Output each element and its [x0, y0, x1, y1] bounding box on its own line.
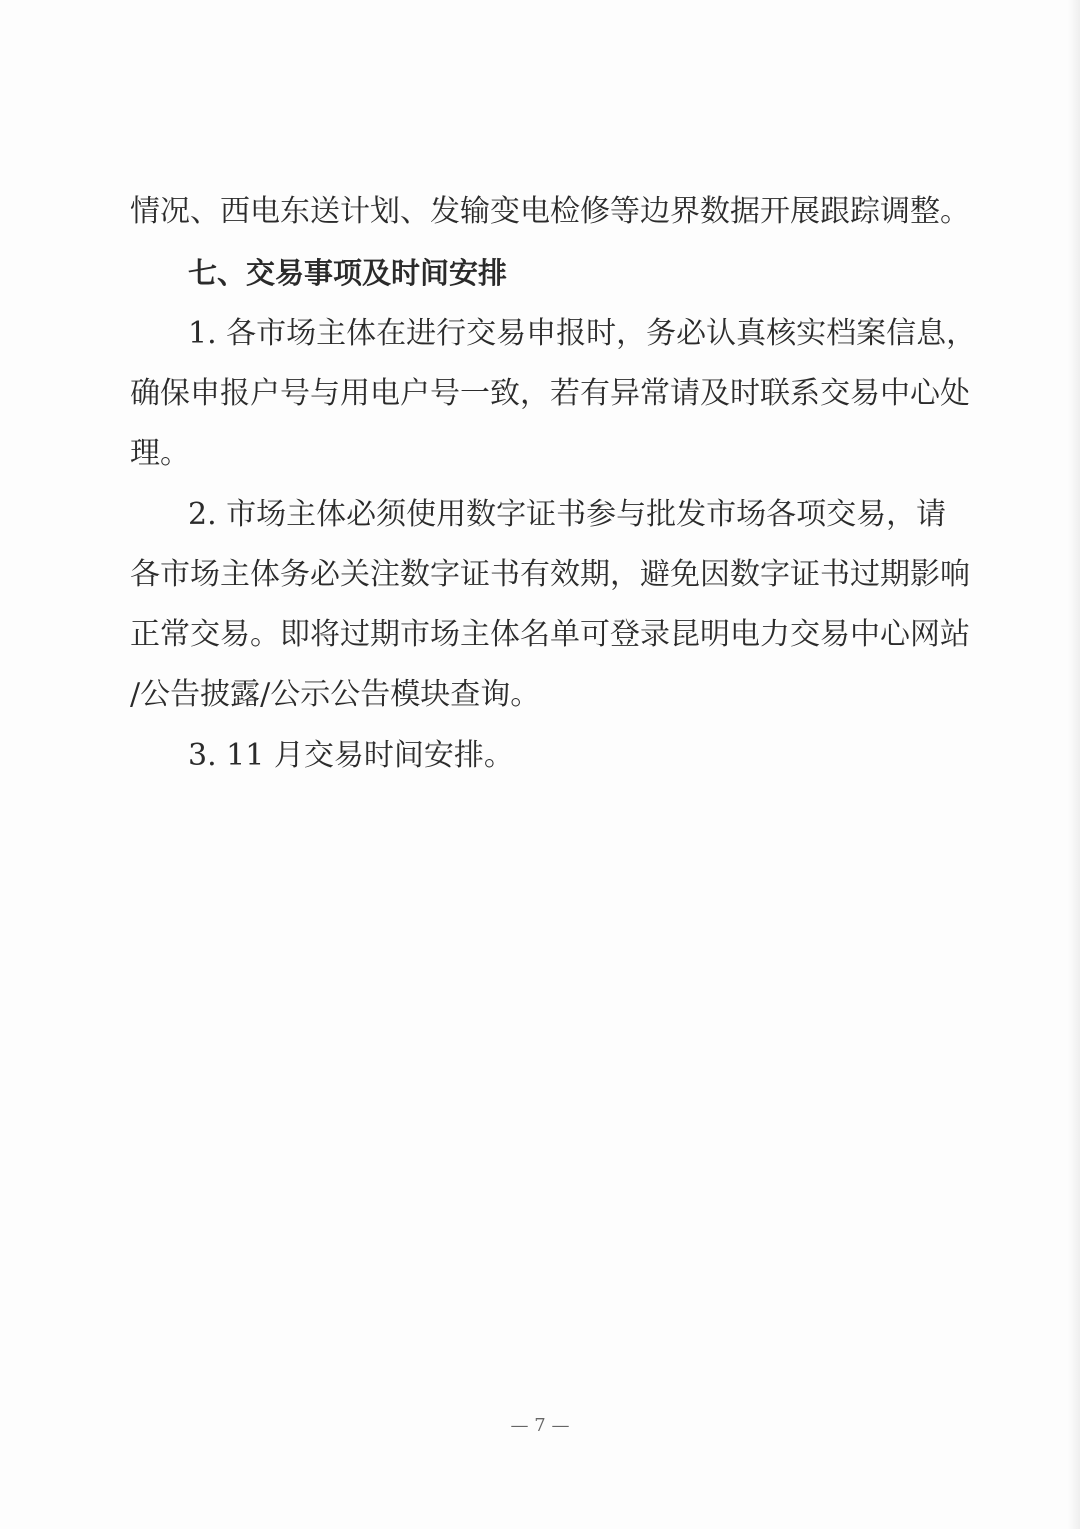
- item-1-line-1: 1. 各市场主体在进行交易申报时，务必认真核实档案信息，: [188, 316, 977, 351]
- item-2-line-2: 各市场主体务必关注数字证书有效期，避免因数字证书过期影响: [130, 557, 970, 592]
- item-2-line-3: 正常交易。即将过期市场主体名单可登录昆明电力交易中心网站: [130, 617, 970, 652]
- item-2-line-4: /公告披露/公示公告模块查询。: [130, 677, 541, 712]
- section-heading-seven: 七、交易事项及时间安排: [188, 256, 508, 290]
- item-3-line-1: 3. 11 月交易时间安排。: [188, 738, 514, 773]
- item-1-line-2: 确保申报户号与用电户号一致，若有异常请及时联系交易中心处: [130, 376, 970, 411]
- item-1-line-3: 理。: [130, 436, 190, 471]
- paragraph-line-continuation: 情况、西电东送计划、发输变电检修等边界数据开展跟踪调整。: [130, 194, 970, 229]
- page-number: — 7 —: [510, 1415, 570, 1436]
- page-edge-shadow: [1068, 0, 1080, 1529]
- item-2-line-1: 2. 市场主体必须使用数字证书参与批发市场各项交易，请: [188, 497, 947, 532]
